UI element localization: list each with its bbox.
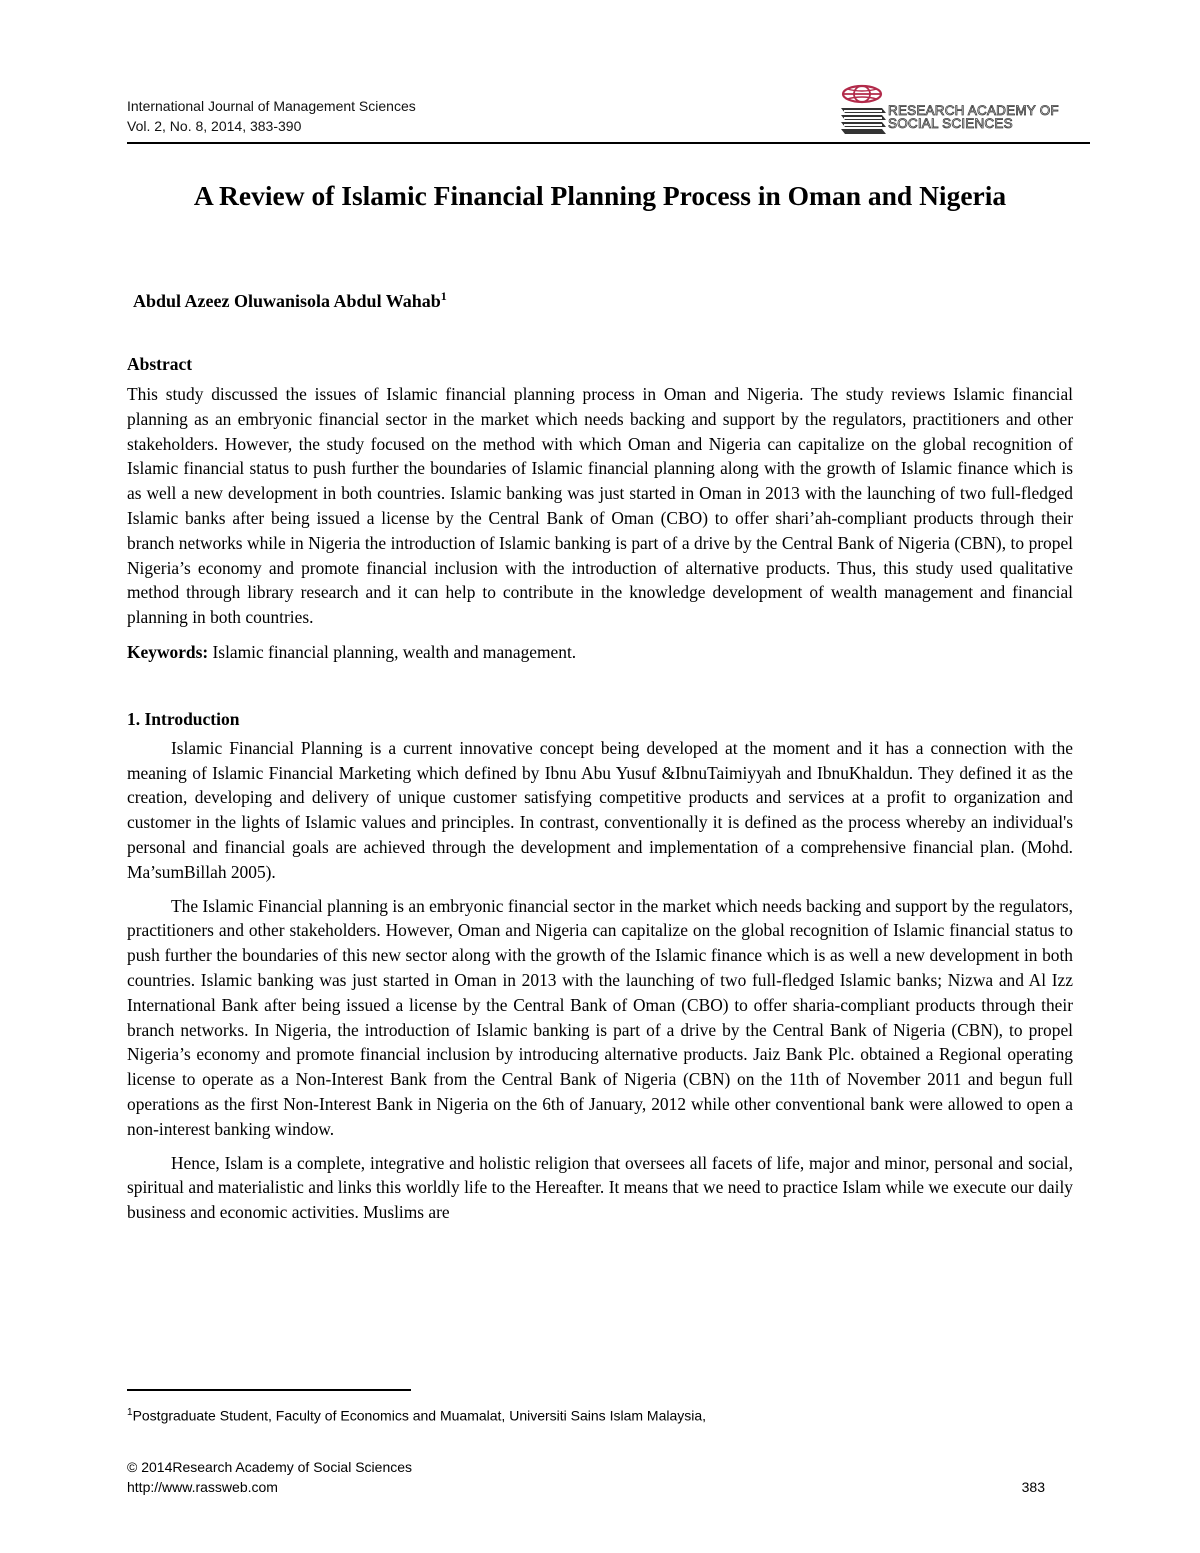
abstract-text: This study discussed the issues of Islamic financial planning process in Oman and Nigeria. The study reviews Islamic financial planning as an embryonic financial sector in the market which needs backing and support by the regulators, practitioners and other stakeholders. However, the study focused on the method with which Oman and Nigeria can capitalize on the global recognition of Islamic financial status to push further the boundaries of Islamic financial planning along with the growth of Islamic finance which is as well a new development in both countries. Islamic banking was just started in Oman in 2013 with the launching of two full-fledged Islamic banks after being issued a license by the Central Bank of Oman (CBO) to offer shari’ah-compliant products through their branch networks while in Nigeria the introduction of Islamic banking is part of a drive by the Central Bank of Nigeria (CBN), to propel Nigeria’s economy and promote financial inclusion with the introduction of alternative products. Thus, this study used qualitative method through library research and it can help to contribute in the knowledge development of wealth management and financial planning in both countries. bbox=[127, 384, 1073, 628]
footnote-text: Postgraduate Student, Faculty of Economics and Muamalat, Universiti Sains Islam Malaysia, bbox=[132, 1407, 707, 1424]
journal-header bbox=[127, 96, 416, 136]
author-name-line bbox=[133, 284, 447, 313]
page-footer bbox=[127, 1457, 1045, 1497]
paper-body bbox=[127, 352, 1073, 1225]
publisher-logo bbox=[838, 84, 1090, 144]
copyright: © 2014Research Academy of Social Sciences bbox=[127, 1459, 413, 1475]
author-name: Abdul Azeez Oluwanisola Abdul Wahab bbox=[133, 291, 441, 311]
author-affiliation-mark: 1 bbox=[440, 289, 447, 303]
footnote bbox=[127, 1403, 706, 1426]
keywords-line bbox=[127, 640, 1073, 665]
publisher-url[interactable]: http://www.rassweb.com bbox=[127, 1479, 278, 1495]
journal-name: International Journal of Management Sciences bbox=[127, 98, 416, 114]
publisher-line1: RESEARCH ACADEMY OF bbox=[888, 103, 1059, 118]
publisher-line2: SOCIAL SCIENCES bbox=[888, 116, 1013, 131]
page-number: 383 bbox=[1021, 1479, 1045, 1495]
paper-title: A Review of Islamic Financial Planning Process in Oman and Nigeria bbox=[193, 180, 1007, 211]
footnote-divider bbox=[127, 1389, 411, 1391]
footnote-mark: 1 bbox=[127, 1407, 133, 1418]
intro-paragraph-3: Hence, Islam is a complete, integrative and holistic religion that oversees all facets of life, major and minor, personal and social, spiritual and materialistic and links this worldly life to the Hereafter. It means that we need to practice Islam while we execute our daily business and economic activities. Muslims are bbox=[127, 1152, 1073, 1223]
intro-paragraph-2: The Islamic Financial planning is an embryonic financial sector in the market which needs backing and support by the regulators, practitioners and other stakeholders. However, Oman and Nigeria can capitalize on the global recognition of Islamic financial status to push further the boundaries of this new sector along with the growth of the Islamic finance which is as well a new development in both countries. Islamic banking was just started in Oman in 2013 with the launching of two full-fledged Islamic banks; Nizwa and Al Izz International Bank after being issued a license by the Central Bank of Oman (CBO) to offer sharia-compliant products through their branch networks. In Nigeria, the introduction of Islamic banking is part of a drive by the Central Bank of Nigeria (CBN), to propel Nigeria’s economy and promote financial inclusion by introducing alternative products. Jaiz Bank Plc. obtained a Regional operating license to operate as a Non-Interest Bank from the Central Bank of Nigeria (CBN) on the 11th of November 2011 and begun full operations as the first Non-Interest Bank in Nigeria on the 6th of January, 2012 while other conventional bank were allowed to open a non-interest banking window. bbox=[127, 895, 1073, 1139]
introduction-heading: 1. Introduction bbox=[127, 708, 240, 729]
abstract-heading: Abstract bbox=[127, 354, 193, 374]
publisher-name bbox=[888, 104, 1059, 130]
keywords-label: Keywords: bbox=[127, 641, 209, 662]
volume-info: Vol. 2, No. 8, 2014, 383-390 bbox=[127, 118, 302, 134]
intro-paragraph-1: Islamic Financial Planning is a current innovative concept being developed at the moment and it has a connection with the meaning of Islamic Financial Marketing which defined by Ibnu Abu Yusuf &IbnuTaimiyyah and IbnuKhaldun. They defined it as the creation, developing and delivery of unique customer satisfying competitive products and services at a profit to organization and customer in the lights of Islamic values and principles. In contrast, conventionally it is defined as the process whereby an individual's personal and financial goals are achieved through the development and implementation of a comprehensive financial plan. (Mohd. Ma’sumBillah 2005). bbox=[127, 737, 1073, 882]
keywords-text: Islamic financial planning, wealth and management. bbox=[208, 641, 577, 662]
header-divider bbox=[127, 142, 1090, 144]
